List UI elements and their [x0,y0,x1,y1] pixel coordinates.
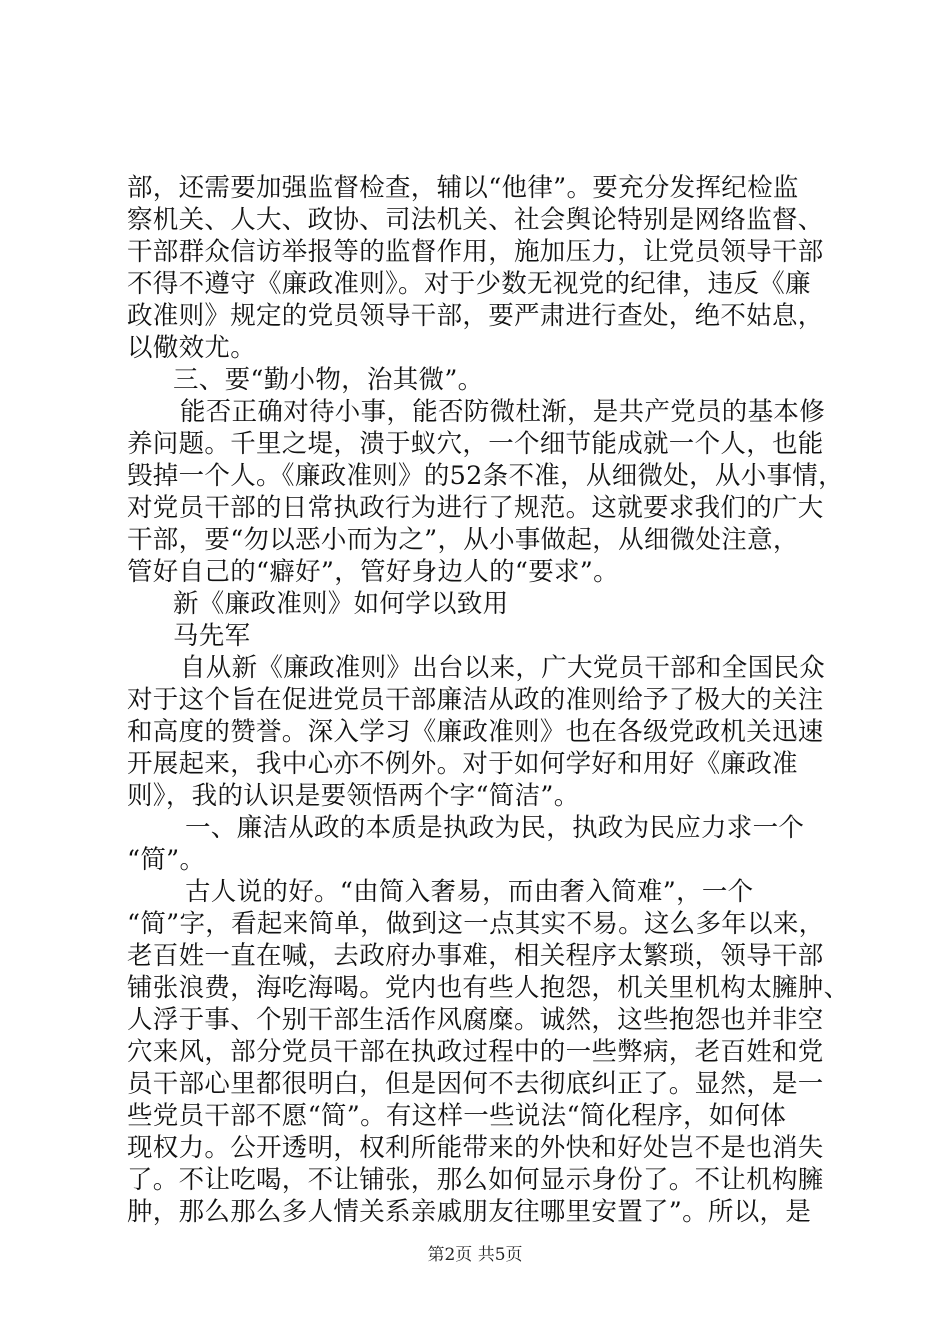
text-line: 毁掉一个人。《廉政准则》的52条不准，从细微处，从小事情， [127,461,844,491]
section-heading: 一、廉洁从政的本质是执政为民，执政为民应力求一个 [185,813,805,843]
text-line: “简”。 [127,845,206,875]
article-author: 马先军 [173,621,251,651]
text-line: 对党员干部的日常执政行为进行了规范。这就要求我们的广大 [127,493,824,523]
text-line: 开展起来，我中心亦不例外。对于如何学好和用好《廉政准 [127,749,798,779]
text-line: 干部，要“勿以恶小而为之”，从小事做起，从细微处注意， [127,525,799,555]
text-line: 穴来风，部分党员干部在执政过程中的一些弊病，老百姓和党 [127,1037,824,1067]
text-line: 现权力。公开透明，权利所能带来的外快和好处岂不是也消失 [127,1133,824,1163]
text-line: 和高度的赞誉。深入学习《廉政准则》也在各级党政机关迅速 [127,717,824,747]
page-number-footer: 第2页 共5页 [427,1245,523,1265]
text-line: 老百姓一直在喊，去政府办事难，相关程序太繁琐，领导干部 [127,941,824,971]
text-line: 对于这个旨在促进党员干部廉洁从政的准则给予了极大的关注 [127,685,824,715]
text-line: 了。不让吃喝，不让铺张，那么如何显示身份了。不让机构臃 [127,1165,824,1195]
text-line: 部，还需要加强监督检查，辅以“他律”。要充分发挥纪检监 [127,173,799,203]
text-line: 能否正确对待小事，能否防微杜渐，是共产党员的基本修 [180,397,826,427]
text-line: 干部群众信访举报等的监督作用，施加压力，让党员领导干部 [127,237,824,267]
text-line: 铺张浪费，海吃海喝。党内也有些人抱怨，机关里机构太臃肿、 [127,973,850,1003]
text-line: 自从新《廉政准则》出台以来，广大党员干部和全国民众 [180,653,826,683]
text-line: 员干部心里都很明白，但是因何不去彻底纠正了。显然，是一 [127,1069,824,1099]
text-line: “简”字，看起来简单，做到这一点其实不易。这么多年以来， [127,909,825,939]
article-title: 新《廉政准则》如何学以致用 [173,589,509,619]
text-line: 些党员干部不愿“简”。有这样一些说法“简化程序，如何体 [127,1101,787,1131]
section-heading: 三、要“勤小物，治其微”。 [173,365,484,395]
text-line: 则》，我的认识是要领悟两个字“简洁”。 [127,781,580,811]
text-line: 古人说的好。“由简入奢易，而由奢入简难”，一个 [185,877,754,907]
text-line: 政准则》规定的党员领导干部，要严肃进行查处，绝不姑息， [127,301,824,331]
text-line: 以儆效尤。 [127,333,257,363]
text-line: 养问题。千里之堤，溃于蚁穴，一个细节能成就一个人，也能 [127,429,824,459]
document-body [127,172,850,1228]
text-line: 肿，那么那么多人情关系亲戚朋友往哪里安置了”。所以，是 [127,1197,812,1227]
text-line: 不得不遵守《廉政准则》。对于少数无视党的纪律，违反《廉 [127,269,811,299]
text-line: 管好自己的“癖好”，管好身边人的“要求”。 [127,557,619,587]
text-line: 察机关、人大、政协、司法机关、社会舆论特别是网络监督、 [127,205,824,235]
text-line: 人浮于事、个别干部生活作风腐糜。诚然，这些抱怨也并非空 [127,1005,824,1035]
